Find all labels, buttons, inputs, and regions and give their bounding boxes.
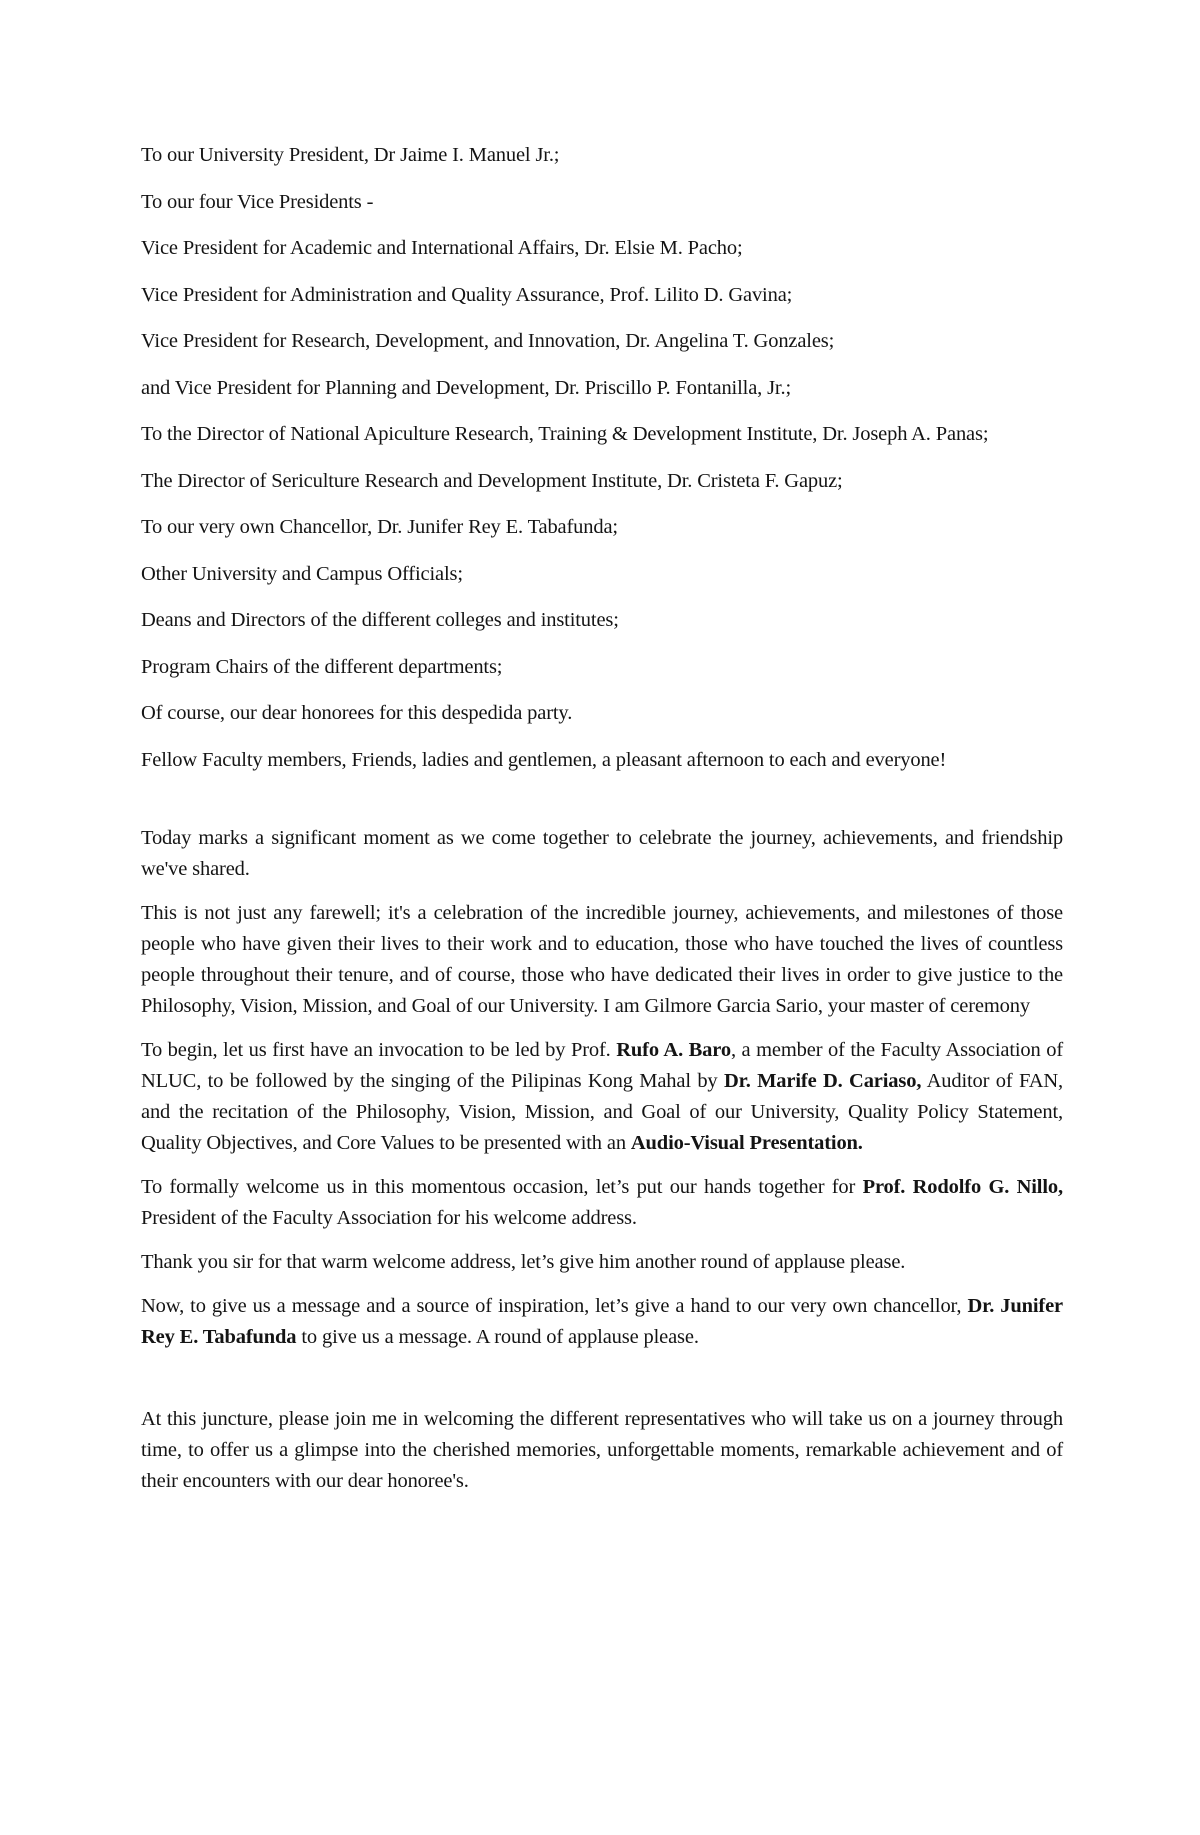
salutation-deans: Deans and Directors of the different colleges and institutes; xyxy=(141,609,619,631)
salutation-vp-research: Vice President for Research, Development, and Innovation, Dr. Angelina T. Gonzales; xyxy=(141,330,835,352)
welcome-text-1: To formally welcome us in this momentous occasion, let’s put our hands together for xyxy=(141,1175,863,1198)
message-text-2: to give us a message. A round of applause please. xyxy=(296,1325,699,1348)
salutation-director-apiculture: To the Director of National Apiculture Research, Training & Development Institute, Dr. Joseph A. Panas; xyxy=(141,423,989,445)
welcome-name-nillo: Prof. Rodolfo G. Nillo, xyxy=(862,1175,1063,1198)
salutation-director-sericulture: The Director of Sericulture Research and Development Institute, Dr. Cristeta F. Gapuz; xyxy=(141,469,843,492)
salutation-honorees: Of course, our dear honorees for this despedida party. xyxy=(141,702,573,724)
salutation-vp-academic: Vice President for Academic and International Affairs, Dr. Elsie M. Pacho; xyxy=(141,237,743,259)
salutation-chancellor: To our very own Chancellor, Dr. Junifer Rey E. Tabafunda; xyxy=(141,516,618,538)
invocation-avp: Audio-Visual Presentation. xyxy=(630,1131,863,1154)
salutation-faculty-friends: Fellow Faculty members, Friends, ladies and gentlemen, a pleasant afternoon to each and everyone! xyxy=(141,748,947,771)
paragraph-invocation xyxy=(141,1035,1063,1159)
welcome-text-2: President of the Faculty Association for his welcome address. xyxy=(141,1206,637,1229)
salutation-vice-presidents: To our four Vice Presidents - xyxy=(141,190,374,213)
salutation-officials: Other University and Campus Officials; xyxy=(141,562,463,585)
invocation-text-2: , a member of the Faculty Association of NLUC, to be followed by the singing of the Pilipinas Kong Mahal by xyxy=(141,1038,1063,1092)
paragraph-significant-moment: Today marks a significant moment as we come together to celebrate the journey, achievements, and friendship we've shared. xyxy=(141,826,1063,880)
invocation-name-baro: Rufo A. Baro xyxy=(616,1038,731,1061)
paragraph-welcome-address xyxy=(141,1172,1063,1234)
invocation-text-3: Auditor of FAN, and the recitation of the Philosophy, Vision, Mission, and Goal of our University, Quality Policy Statement, Quality Objectives, and Core Values to be presented with an xyxy=(141,1069,1064,1154)
paragraph-thank-you: Thank you sir for that warm welcome address, let’s give him another round of applause please. xyxy=(141,1250,906,1273)
document-page xyxy=(141,140,1063,1497)
salutation-program-chairs: Program Chairs of the different departments; xyxy=(141,655,503,678)
salutation-president: To our University President, Dr Jaime I. Manuel Jr.; xyxy=(141,144,560,166)
paragraph-juncture: At this juncture, please join me in welcoming the different representatives who will take us on a journey through time, to offer us a glimpse into the cherished memories, unforgettable moments, remarkable achievement and of their encounters with our dear honoree's. xyxy=(141,1407,1063,1492)
message-name-tabafunda: Dr. Junifer Rey E. Tabafunda xyxy=(141,1294,1063,1348)
paragraph-chancellor-message xyxy=(141,1291,1063,1353)
invocation-text-1: To begin, let us first have an invocation to be led by Prof. xyxy=(141,1038,617,1061)
salutation-vp-planning: and Vice President for Planning and Development, Dr. Priscillo P. Fontanilla, Jr.; xyxy=(141,376,791,399)
invocation-name-cariaso: Dr. Marife D. Cariaso, xyxy=(723,1069,922,1092)
message-text-1: Now, to give us a message and a source of inspiration, let’s give a hand to our very own chancellor, xyxy=(141,1294,968,1317)
paragraph-farewell: This is not just any farewell; it's a celebration of the incredible journey, achievements, and milestones of those people who have given their lives to their work and to education, those who have touched the lives of countless people throughout their tenure, and of course, those who have dedicated their lives in order to give justice to the Philosophy, Vision, Mission, and Goal of our University. I am Gilmore Garcia Sario, your master of ceremony xyxy=(141,901,1063,1017)
salutation-vp-administration: Vice President for Administration and Quality Assurance, Prof. Lilito D. Gavina; xyxy=(141,283,793,306)
